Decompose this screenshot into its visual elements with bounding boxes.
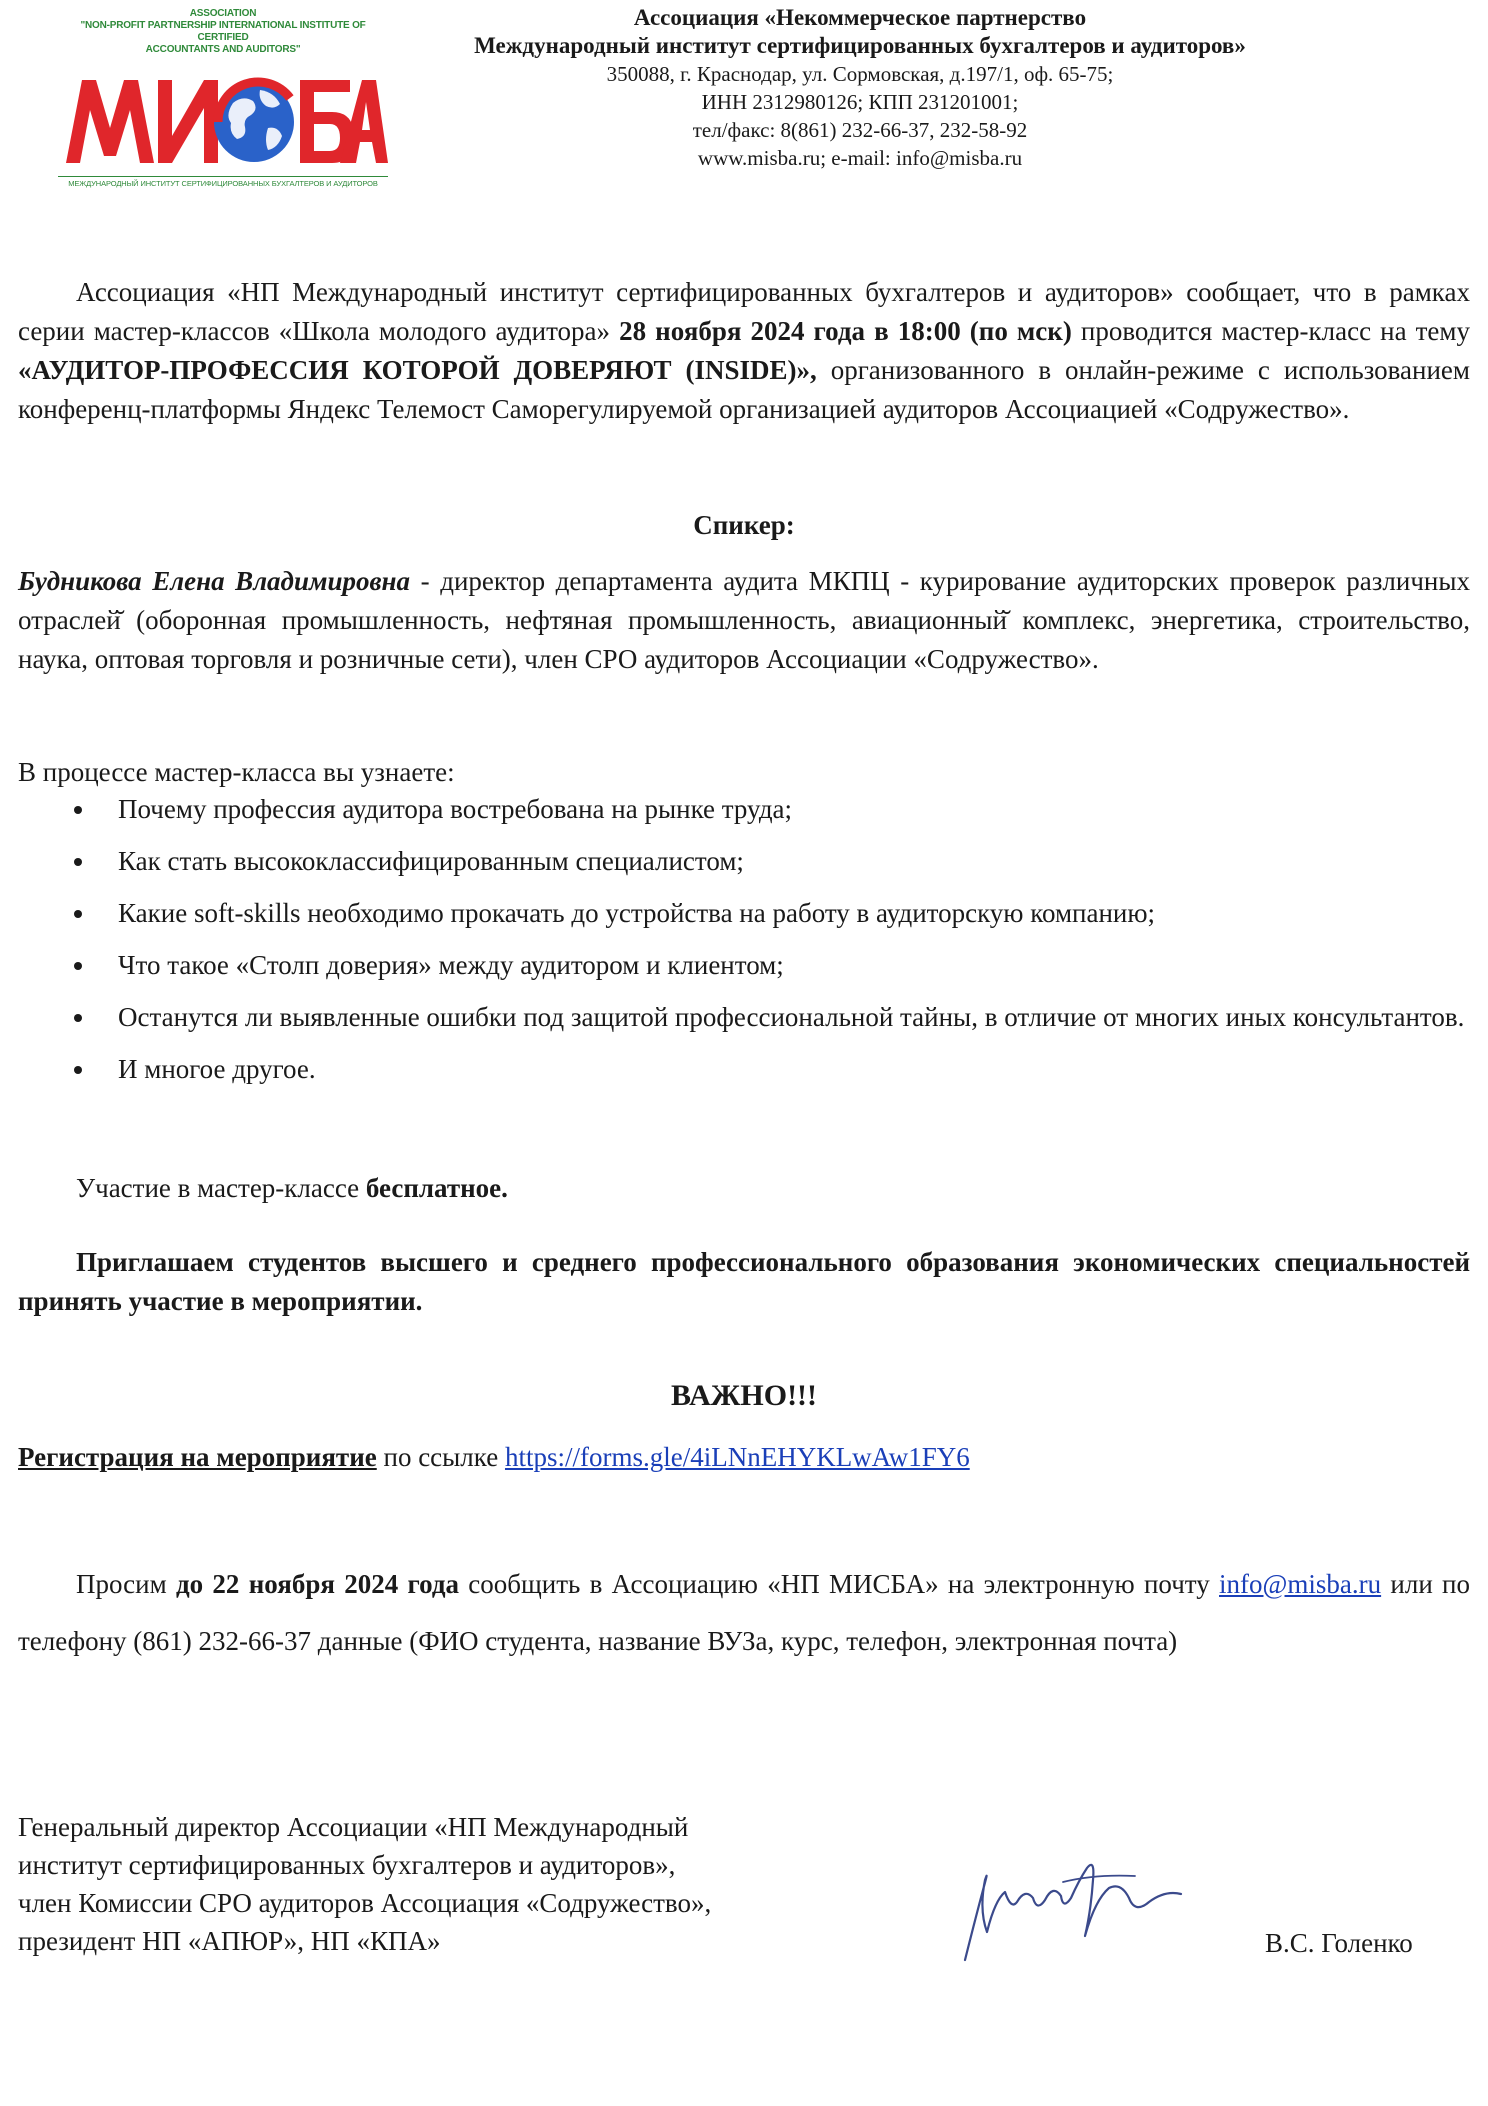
event-topic: «АУДИТОР-ПРОФЕССИЯ КОТОРОЙ ДОВЕРЯЮТ (INSIDE)», xyxy=(18,355,817,385)
list-item xyxy=(18,1050,1470,1089)
list-item-text: И многое другое. xyxy=(118,1054,316,1084)
request-text-1: Просим xyxy=(76,1569,176,1599)
speaker-paragraph xyxy=(18,562,1470,679)
signatory-line4: президент НП «АПЮР», НП «КПА» xyxy=(18,1926,441,1956)
request-deadline: до 22 ноября 2024 года xyxy=(175,1569,460,1599)
misba-logo xyxy=(58,8,388,190)
intro-text-2: проводится мастер-класс на тему xyxy=(1071,316,1470,346)
signatory-title xyxy=(18,1808,898,1960)
participation-free: бесплатное. xyxy=(365,1173,508,1203)
list-item-text: Как стать высококлассифицированным специалистом; xyxy=(118,846,744,876)
request-text-3: или по телефону (861) 232-66-37 данные (ФИО студента, название ВУЗа, курс, телефон, электронная почта) xyxy=(18,1569,1470,1656)
registration-link[interactable]: https://forms.gle/4iLNnEHYKLwAw1FY6 xyxy=(504,1442,970,1472)
speaker-description: - директор департамента аудита МКПЦ - курирование аудиторских проверок различных отраслей̆ (оборонная промышленность, нефтяная промышленность, авиационный̆ комплекс, энергетика, строительство, наука, оптовая торговля и розничные сети), член СРО аудиторов Ассоциации «Содружество». xyxy=(18,566,1470,674)
signatory-line2: институт сертифицированных бухгалтеров и аудиторов», xyxy=(18,1850,676,1880)
signatory-line3: член Комиссии СРО аудиторов Ассоциация «Содружество», xyxy=(18,1888,712,1918)
letterhead-line2: Международный институт сертифицированных бухгалтеров и аудиторов» xyxy=(474,33,1246,58)
list-item-text: Почему профессия аудитора востребована на рынке труда; xyxy=(118,794,793,824)
list-item xyxy=(18,946,1470,985)
list-item xyxy=(18,894,1470,933)
letterhead-web: www.misba.ru; e-mail: info@misba.ru xyxy=(697,146,1023,170)
request-text-2: сообщить в Ассоциацию «НП МИСБА» на электронную почту xyxy=(459,1569,1220,1599)
event-date: 28 ноября 2024 года в 18:00 (по мск) xyxy=(619,316,1072,346)
logo-bottom-caption: МЕЖДУНАРОДНЫЙ ИНСТИТУТ СЕРТИФИЦИРОВАННЫХ БУХГАЛТЕРОВ И АУДИТОРОВ xyxy=(58,176,388,188)
participation-paragraph xyxy=(18,1169,1470,1208)
letterhead-inn: ИНН 2312980126; КПП 231201001; xyxy=(701,90,1019,114)
intro-text-1: Ассоциация «НП Международный институт сертифицированных бухгалтеров и аудиторов» сообщает, что в рамках серии мастер-классов «Школа молодого аудитора» xyxy=(18,277,1470,346)
bullet-icon xyxy=(74,1014,82,1022)
signatory-line1: Генеральный директор Ассоциации «НП Международный xyxy=(18,1812,689,1842)
intro-text-3: организованного в онлайн-режиме с использованием конференц-платформы Яндекс Телемост Саморегулируемой организацией аудиторов Ассоциацией «Содружество». xyxy=(18,355,1471,424)
letterhead-line1: Ассоциация «Некоммерческое партнерство xyxy=(633,5,1087,30)
participation-text: Участие в мастер-классе xyxy=(76,1173,366,1203)
list-item-text: Останутся ли выявленные ошибки под защитой профессиональной тайны, в отличие от многих иных консультантов. xyxy=(118,1002,1465,1032)
registration-paragraph xyxy=(18,1438,1470,1477)
speaker-name: Будникова Елена Владимировна xyxy=(18,566,411,596)
logo-caption-line2: "NON-PROFIT PARTNERSHIP INTERNATIONAL INSTITUTE OF CERTIFIED xyxy=(80,20,366,43)
letterhead-address: 350088, г. Краснодар, ул. Сормовская, д.197/1, оф. 65-75; xyxy=(606,62,1114,86)
registration-text: по ссылке xyxy=(376,1442,505,1472)
list-item-text: Какие soft-skills необходимо прокачать до устройства на работу в аудиторскую компанию; xyxy=(118,898,1156,928)
speaker-heading: Спикер: xyxy=(693,510,795,540)
list-item xyxy=(18,842,1470,881)
signer-name: В.С. Голенко xyxy=(1265,1928,1413,1958)
list-item xyxy=(18,790,1470,829)
letterhead xyxy=(420,4,1300,172)
bullet-icon xyxy=(74,858,82,866)
letterhead-phone: тел/факс: 8(861) 232-66-37, 232-58-92 xyxy=(692,118,1028,142)
bullet-icon xyxy=(74,806,82,814)
learn-intro: В процессе мастер-класса вы узнаете: xyxy=(18,757,455,787)
list-item-text: Что такое «Столп доверия» между аудитором и клиентом; xyxy=(118,950,784,980)
bullet-icon xyxy=(74,962,82,970)
bullet-icon xyxy=(74,1066,82,1074)
important-heading: ВАЖНО!!! xyxy=(670,1379,818,1412)
logo-caption-line3: ACCOUNTANTS AND AUDITORS" xyxy=(145,44,301,55)
registration-label: Регистрация на мероприятие xyxy=(18,1442,377,1472)
invite-paragraph: Приглашаем студентов высшего и среднего профессионального образования экономических специальностей принять участие в мероприятии. xyxy=(18,1247,1470,1316)
logo-caption-line1: ASSOCIATION xyxy=(189,8,257,19)
misba-logo-mark xyxy=(58,58,388,178)
learn-list xyxy=(18,790,1470,1102)
handwritten-signature xyxy=(945,1840,1205,1980)
bullet-icon xyxy=(74,910,82,918)
intro-paragraph xyxy=(18,273,1470,429)
logo-top-caption xyxy=(58,8,388,56)
list-item xyxy=(18,998,1470,1037)
request-paragraph xyxy=(18,1556,1470,1670)
email-link[interactable]: info@misba.ru xyxy=(1219,1569,1382,1599)
